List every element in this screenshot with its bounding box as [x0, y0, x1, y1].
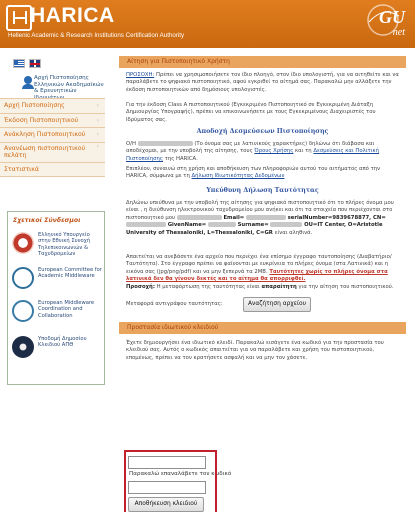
accept-and: και τη	[295, 148, 312, 155]
id-paragraph	[126, 254, 402, 284]
chevron-right-icon: ›	[96, 102, 99, 109]
dn-serial: serialNumber=9839678877, CN=	[287, 214, 386, 221]
user-icon	[24, 76, 32, 84]
redacted-dn-email	[246, 215, 286, 220]
terena-logo-icon	[12, 267, 34, 289]
caution-text: Πρέπει να χρησιμοποιήσετε τον ίδιο πλοηγό, στον ίδιο υπολογιστή, για να αιτηθείτε και να παραλάβετε το ψηφιακό πιστοποιητικό, αφού εγκριθεί το αίτημά σας. Παρακαλώ μην αλλάξετε την έκδοση πιστοποιητικών από δημόσιους υπολογιστές.	[126, 72, 399, 93]
sidebar	[0, 48, 110, 512]
org-name: Αρχή Πιστοποίησης Ελληνικών Ακαδημαϊκών & Ερευνητικών	[34, 75, 104, 95]
caution-paragraph	[126, 72, 402, 94]
sidebar-item-revoke[interactable]	[0, 127, 105, 142]
notice-paragraph	[126, 284, 402, 291]
repeat-password-label: Παρακαλώ επαναλάβετε τον κωδικό	[129, 471, 232, 477]
class-a-paragraph: Για την έκδοση Class A πιστοποιητικού (Εγκεκριμένο Πιστοποιητικό σε Εγκεκριμένη Διάταξη Δημιουργίας Υπογραφής), πρέπει να επικοινωνήσετε με τους Εγκεκριμένους Διαχειριστές του Ιδρύματος σας.	[126, 102, 376, 123]
consent-text: Επιπλέον, συναινώ στη χρήση και αποθήκευση των πληροφοριών αυτού του αιτήματος από την HARICA, σύμφωνα με τη	[126, 166, 381, 180]
chevron-right-icon: ›	[96, 142, 99, 150]
id-warning: Ταυτότητες χωρίς το πλήρες όνομα στα λατινικά δεν θα γίνουν δεκτές και το αίτημα θα απορριφθεί.	[126, 268, 388, 283]
highlight-box	[124, 450, 217, 512]
auth-seal-icon	[12, 336, 34, 358]
notice-tail: για την αίτηση του πιστοποιητικού.	[298, 284, 394, 290]
dn-true: είναι αληθινά.	[274, 229, 313, 236]
chevron-right-icon: ›	[96, 131, 99, 138]
declaration-paragraph	[126, 200, 402, 237]
sidebar-item-statistics[interactable]	[0, 162, 105, 178]
gunet-logo-sub: net	[392, 27, 405, 38]
caution-label: ΠΡΟΣΟΧΗ:	[126, 72, 155, 78]
redacted-given	[208, 222, 236, 227]
accept-suffix: της HARICA.	[164, 155, 198, 162]
accept-prefix: Ο/Η	[126, 141, 136, 147]
dn-given: GivenName=	[167, 222, 207, 229]
harica-logo-icon	[6, 5, 32, 31]
related-link-label: European Middleware Coordination and Collaboration	[38, 300, 95, 319]
sidebar-item-label: Έκδοση Πιστοποιητικού	[4, 116, 79, 124]
main-content	[119, 48, 406, 512]
accept-heading: Αποδοχή Δεσμεύσεων Πιστοποίησης	[196, 128, 329, 135]
sidebar-item-label: Ανάκληση Πιστοποιητικού	[4, 131, 86, 138]
gunet-logo-text: GU	[379, 7, 405, 27]
save-key-button[interactable]: Αποθήκευση κλειδιού	[128, 497, 204, 512]
declaration-text: Δηλώνω υπεύθυνα με την υποβολή της αίτησης για ψηφιακό πιστοποιητικό ότι το πλήρες όνομα μου είναι , η διεύθυνση ηλεκτρονικού ταχυδρομείου μου ανήκει και ότι τα στοιχεία που περιέχονται στο πιστοποιητικό μου	[126, 200, 394, 221]
sidebar-item-label: Ανανέωση πιστοποιητικού πελάτη	[4, 144, 86, 159]
redacted-name	[138, 141, 193, 146]
greek-flag-icon[interactable]	[13, 59, 25, 68]
related-link-label: European Committee for Academic Middleware	[38, 267, 102, 280]
sidebar-item-label: Αρχή Πιστοποίησης	[4, 102, 65, 109]
related-link-label: Ελληνικό Υπουργείο στην Εθνική Συνοχή Τηλεπικοινωνιών & Ταχυδρομείων	[38, 232, 90, 257]
policy-link[interactable]: Δεσμεύσεις και Πολιτική Πιστοποίησης	[126, 148, 380, 162]
sidebar-item-label: Στατιστικά	[4, 165, 39, 173]
notice-bold: απαραίτητη	[261, 284, 297, 290]
sidebar-item-renew[interactable]	[0, 142, 105, 162]
accept-text: (Το όνομα σας με λατινικούς χαρακτήρες) δηλώνω ότι διάβασα και αποδέχομαι, με την υποβολή της αίτησης, τους	[126, 141, 375, 155]
brand-name[interactable]: HARICA	[30, 4, 115, 27]
notice-text: Η μεταφόρτωση της ταυτότητας είναι	[156, 284, 260, 290]
terena-logo-icon	[12, 300, 34, 322]
brand-subtitle: Hellenic Academic & Research Institutions Certification Authority	[8, 32, 185, 39]
sidebar-item-ca[interactable]	[0, 98, 105, 113]
related-links-box	[7, 211, 105, 385]
accept-paragraph	[126, 141, 402, 163]
dn-surname: Surname=	[237, 222, 269, 229]
chevron-right-icon: ›	[96, 116, 99, 124]
key-paragraph: Έχετε δημιουργήσει ένα ιδιωτικό κλειδί. Παρακαλώ εισάγετε ένα κωδικό για την προστασία του κλειδιού σας. Αυτός ο κωδικός απαιτείται για να παραλάβετε και χρήση του πιστοποιητικού, επομένως, πρέπει να τον κρατήσετε ασφαλή και να μην τον χάσετε.	[126, 340, 384, 361]
uk-flag-icon[interactable]	[29, 59, 41, 68]
dn-rest: OU=IT Center, O=Aristotle University of Thessaloniki, L=Thessaloniki, C=GR	[126, 222, 383, 236]
redacted-email	[177, 215, 222, 220]
site-header	[0, 0, 415, 48]
related-links-title: Σχετικοί Σύνδεσμοι	[13, 217, 81, 224]
related-link-label: Υποδομή Δημοσίου Κλειδιού ΑΠΘ	[38, 336, 87, 349]
sidebar-menu	[0, 98, 105, 177]
consent-paragraph	[126, 166, 402, 181]
ministry-logo-icon	[12, 232, 34, 254]
browse-file-button[interactable]: Αναζήτηση αρχείου	[243, 297, 311, 312]
notice-label: Προσοχή:	[126, 284, 155, 290]
upload-label: Μεταφορά αντιγράφου ταυτότητας:	[126, 301, 223, 307]
terms-link[interactable]: Όρους Χρήσης	[254, 148, 294, 155]
declaration-heading: Υπεύθυνη Δήλωση Ταυτότητας	[206, 187, 319, 194]
id-text: Απαιτείται να ανεβάσετε ένα αρχείο που περιέχει ένα επίσημο έγγραφο ταυτοποίησης (Διαβατήριο/Ταυτότητα). Στο έγγραφο πρέπει να φαίνονται με ευκρίνεια το πλήρες όνομα (στα Λατινικά) και η εικόνα σας (jpg/png/pdf) και να μην ξεπερνά τα 2MB.	[126, 254, 392, 275]
section-bar-private-key: Προστασία ιδιωτικού κλειδιού	[119, 322, 406, 334]
sidebar-item-issue[interactable]	[0, 113, 105, 128]
redacted-cn	[126, 222, 166, 227]
section-bar-request: Αίτηση για Πιστοποιητικό Χρήστη	[119, 56, 406, 68]
privacy-link[interactable]: Δήλωση Ιδιωτικότητας Δεδομένων	[191, 173, 285, 180]
language-switcher	[13, 59, 41, 68]
dn-email-label: Email=	[223, 214, 245, 221]
redacted-surname	[270, 222, 302, 227]
